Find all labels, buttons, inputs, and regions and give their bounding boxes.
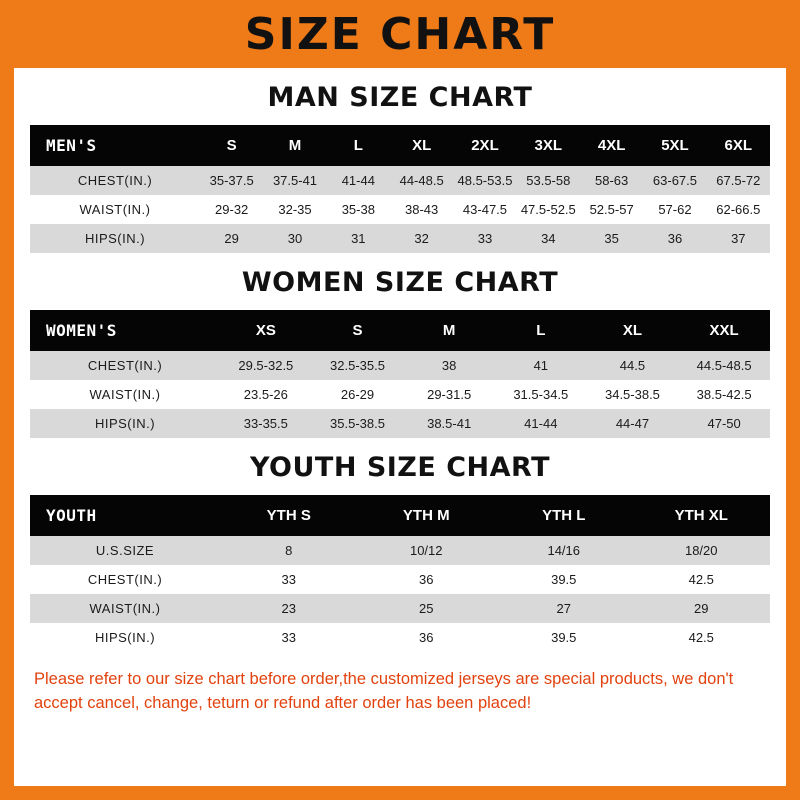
table-header-row bbox=[30, 125, 770, 166]
table-header-row bbox=[30, 495, 770, 536]
header-size-cell: XL bbox=[622, 322, 643, 339]
measurement-cell: 57-62 bbox=[658, 202, 692, 217]
measurement-cell: 38.5-41 bbox=[427, 416, 472, 431]
measurement-cell: 44-47 bbox=[615, 416, 650, 431]
header-size-cell: S bbox=[352, 322, 363, 339]
table-row bbox=[30, 351, 770, 380]
measurement-cell: 36 bbox=[419, 572, 434, 587]
size-table bbox=[30, 125, 770, 253]
header-size-cell: XXL bbox=[709, 322, 739, 339]
sections-container bbox=[28, 82, 772, 652]
header-size-cell: L bbox=[536, 322, 546, 339]
size-section bbox=[28, 267, 772, 438]
measurement-cell: 35.5-38.5 bbox=[330, 416, 385, 431]
size-section bbox=[28, 452, 772, 652]
measurement-cell: 42.5 bbox=[688, 630, 714, 645]
measurement-cell: 25 bbox=[419, 601, 434, 616]
header-size-cell: 5XL bbox=[661, 137, 689, 154]
measurement-cell: 44-48.5 bbox=[399, 173, 444, 188]
measurement-cell: 29-32 bbox=[215, 202, 249, 217]
measurement-cell: 42.5 bbox=[688, 572, 714, 587]
header-label-cell: YOUTH bbox=[46, 506, 97, 525]
header-size-cell: YTH M bbox=[402, 507, 450, 524]
measurement-cell: 31.5-34.5 bbox=[513, 387, 569, 402]
measurement-cell: 37.5-41 bbox=[272, 173, 318, 188]
header-band bbox=[0, 0, 800, 68]
measurement-cell: 29 bbox=[694, 601, 709, 616]
table-row bbox=[30, 224, 770, 253]
measurement-cell: 41 bbox=[533, 358, 549, 373]
header-size-cell: M bbox=[288, 137, 302, 154]
row-label-cell: CHEST(IN.) bbox=[87, 572, 163, 587]
footer-band bbox=[14, 786, 786, 800]
table-row bbox=[30, 536, 770, 565]
measurement-cell: 35-38 bbox=[341, 202, 375, 217]
measurement-cell: 30 bbox=[287, 231, 303, 246]
table-row bbox=[30, 623, 770, 652]
measurement-cell: 35 bbox=[604, 231, 619, 246]
header-size-cell: XS bbox=[255, 322, 276, 339]
measurement-cell: 44.5 bbox=[619, 358, 646, 373]
measurement-cell: 53.5-58 bbox=[526, 173, 571, 188]
measurement-cell: 23.5-26 bbox=[243, 387, 288, 402]
measurement-cell: 34.5-38.5 bbox=[604, 387, 660, 402]
section-title: YOUTH SIZE CHART bbox=[249, 452, 551, 483]
section-title: MAN SIZE CHART bbox=[267, 82, 533, 113]
table-row bbox=[30, 409, 770, 438]
measurement-cell: 67.5-72 bbox=[716, 173, 761, 188]
row-label-cell: CHEST(IN.) bbox=[87, 358, 163, 373]
measurement-cell: 36 bbox=[667, 231, 683, 246]
header-size-cell: 4XL bbox=[597, 137, 626, 154]
table-row bbox=[30, 166, 770, 195]
measurement-cell: 29 bbox=[224, 231, 239, 246]
table-header-row bbox=[30, 310, 770, 351]
measurement-cell: 29.5-32.5 bbox=[238, 358, 294, 373]
size-table bbox=[30, 310, 770, 438]
measurement-cell: 29-31.5 bbox=[427, 387, 472, 402]
measurement-cell: 44.5-48.5 bbox=[696, 358, 752, 373]
measurement-cell: 38-43 bbox=[405, 202, 439, 217]
measurement-cell: 48.5-53.5 bbox=[457, 173, 513, 188]
measurement-cell: 63-67.5 bbox=[652, 173, 697, 188]
row-label-cell: HIPS(IN.) bbox=[94, 630, 156, 645]
table-row bbox=[30, 594, 770, 623]
table-row bbox=[30, 565, 770, 594]
header-size-cell: XL bbox=[412, 137, 432, 154]
measurement-cell: 41-44 bbox=[524, 416, 558, 431]
measurement-cell: 26-29 bbox=[340, 387, 375, 402]
measurement-cell: 39.5 bbox=[551, 572, 577, 587]
measurement-cell: 47-50 bbox=[707, 416, 741, 431]
header-size-cell: YTH L bbox=[542, 507, 586, 524]
row-label-cell: WAIST(IN.) bbox=[89, 601, 161, 616]
header-size-cell: S bbox=[226, 137, 237, 154]
footer-note: Please refer to our size chart before order,the customized jerseys are special products, we don't accept cancel, change, teturn or refund after order has been placed! bbox=[34, 670, 734, 712]
measurement-cell: 38 bbox=[441, 358, 457, 373]
measurement-cell: 35-37.5 bbox=[209, 173, 254, 188]
header-size-cell: L bbox=[353, 137, 363, 154]
header-size-cell: YTH S bbox=[266, 507, 311, 524]
measurement-cell: 32 bbox=[414, 231, 429, 246]
header-size-cell: 6XL bbox=[724, 137, 753, 154]
measurement-cell: 33 bbox=[281, 630, 296, 645]
header-size-cell: 2XL bbox=[471, 137, 499, 154]
row-label-cell: U.S.SIZE bbox=[95, 543, 155, 558]
measurement-cell: 14/16 bbox=[547, 543, 581, 558]
measurement-cell: 43-47.5 bbox=[462, 202, 508, 217]
measurement-cell: 36 bbox=[419, 630, 434, 645]
measurement-cell: 31 bbox=[351, 231, 366, 246]
size-table bbox=[30, 495, 770, 652]
header-label-cell: WOMEN'S bbox=[46, 321, 117, 340]
measurement-cell: 33 bbox=[477, 231, 493, 246]
measurement-cell: 33 bbox=[281, 572, 296, 587]
row-label-cell: HIPS(IN.) bbox=[84, 231, 146, 246]
row-label-cell: CHEST(IN.) bbox=[77, 173, 153, 188]
measurement-cell: 41-44 bbox=[341, 173, 375, 188]
section-title: WOMEN SIZE CHART bbox=[241, 267, 559, 298]
measurement-cell: 39.5 bbox=[551, 630, 577, 645]
measurement-cell: 32.5-35.5 bbox=[330, 358, 385, 373]
measurement-cell: 23 bbox=[281, 601, 296, 616]
size-section bbox=[28, 82, 772, 253]
measurement-cell: 52.5-57 bbox=[589, 202, 634, 217]
measurement-cell: 32-35 bbox=[278, 202, 312, 217]
measurement-cell: 18/20 bbox=[684, 543, 718, 558]
measurement-cell: 37 bbox=[731, 231, 746, 246]
measurement-cell: 58-63 bbox=[595, 173, 629, 188]
measurement-cell: 8 bbox=[285, 543, 293, 558]
table-row bbox=[30, 380, 770, 409]
measurement-cell: 62-66.5 bbox=[716, 202, 761, 217]
row-label-cell: WAIST(IN.) bbox=[89, 387, 161, 402]
measurement-cell: 34 bbox=[541, 231, 556, 246]
row-label-cell: HIPS(IN.) bbox=[94, 416, 156, 431]
measurement-cell: 47.5-52.5 bbox=[520, 202, 576, 217]
page-title: SIZE CHART bbox=[244, 8, 556, 60]
header-size-cell: M bbox=[442, 322, 456, 339]
measurement-cell: 38.5-42.5 bbox=[696, 387, 752, 402]
row-label-cell: WAIST(IN.) bbox=[79, 202, 151, 217]
header-label-cell: MEN'S bbox=[46, 136, 97, 155]
measurement-cell: 27 bbox=[556, 601, 571, 616]
content-area bbox=[14, 82, 786, 716]
header-size-cell: YTH XL bbox=[674, 507, 728, 524]
header-size-cell: 3XL bbox=[534, 137, 563, 154]
measurement-cell: 33-35.5 bbox=[243, 416, 288, 431]
table-row bbox=[30, 195, 770, 224]
measurement-cell: 10/12 bbox=[409, 543, 443, 558]
